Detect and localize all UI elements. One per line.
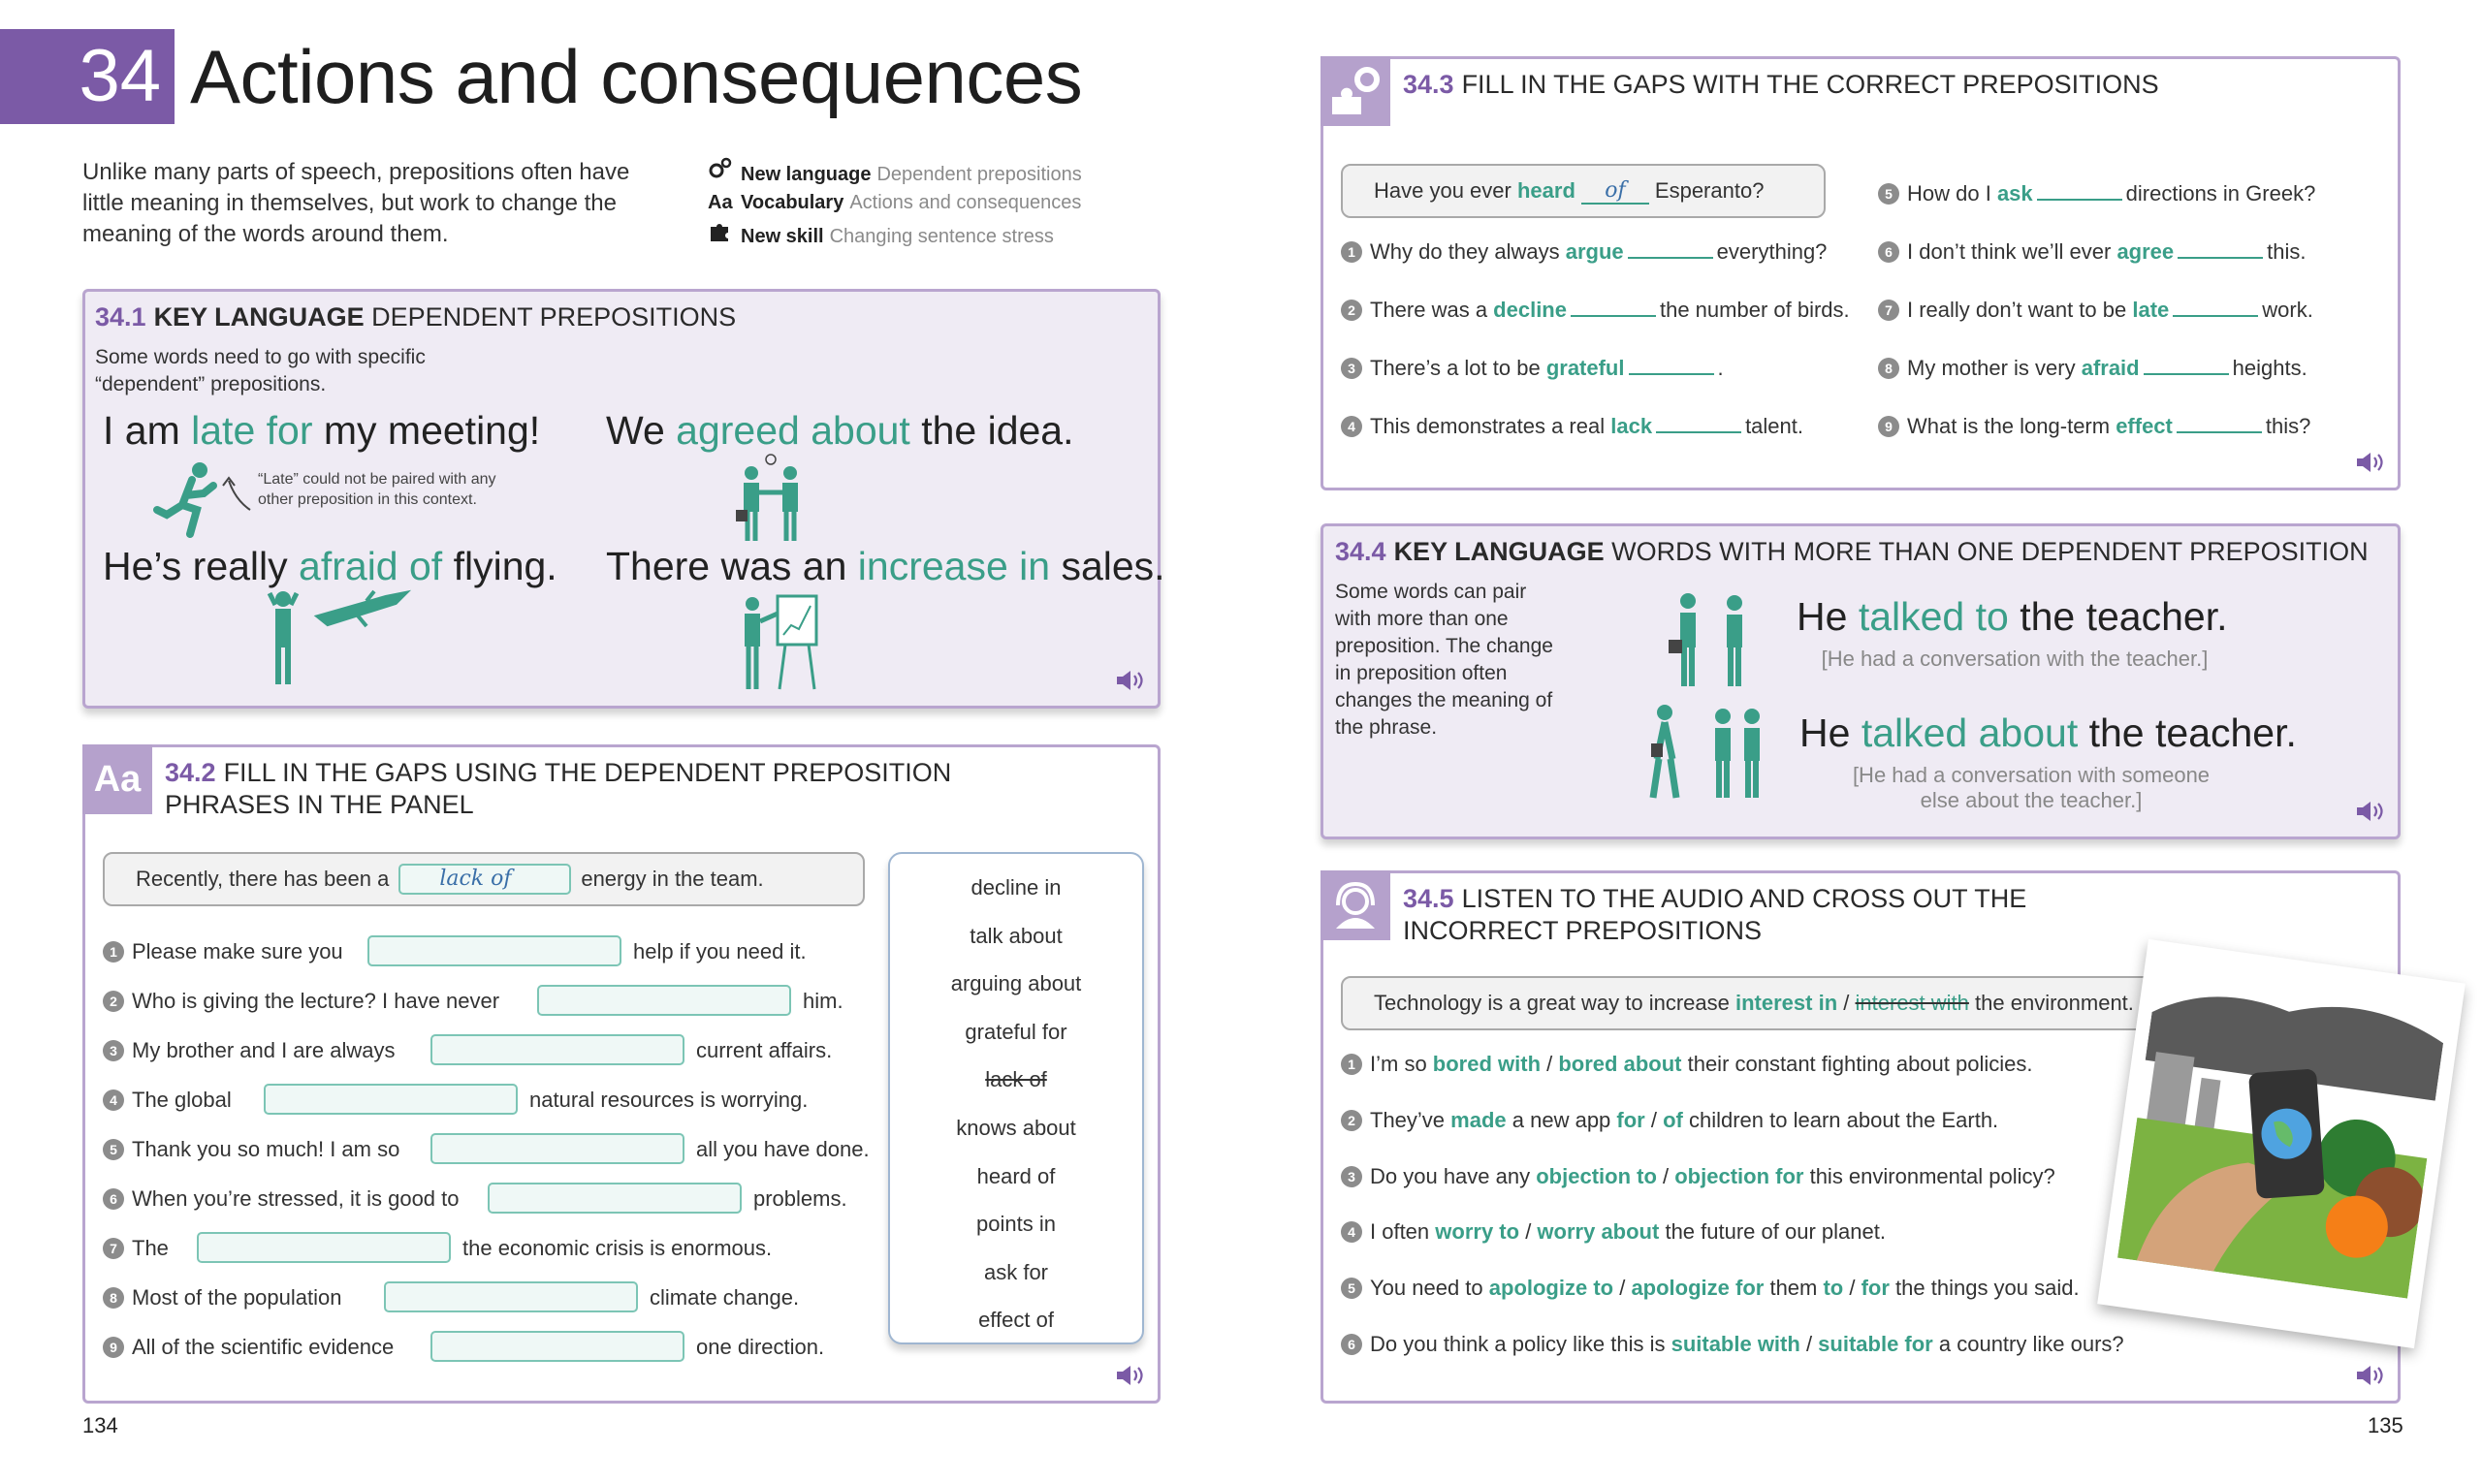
section-heading: 34.2 FILL IN THE GAPS USING THE DEPENDENT PREPOSITION PHRASES IN THE PANEL <box>165 758 952 819</box>
option-c[interactable]: to <box>1823 1276 1844 1300</box>
key-word: afraid <box>2081 356 2140 380</box>
section-34-2 <box>82 744 1161 1404</box>
section-intro: Some words need to go with specific “dependent” prepositions. <box>95 346 426 395</box>
running-man-icon <box>143 457 299 544</box>
question-text-end: problems. <box>753 1186 847 1211</box>
key-word: grateful <box>1545 356 1625 380</box>
key-word: made <box>1450 1108 1507 1132</box>
question-row: 2 They’ve made a new app for / of children to learn about the Earth. <box>1341 1108 1998 1133</box>
question-number: 2 <box>1341 300 1362 321</box>
section-heading: 34.5 LISTEN TO THE AUDIO AND CROSS OUT THE INCORRECT PREPOSITIONS <box>1403 884 2027 945</box>
question-text-end: him. <box>803 989 843 1013</box>
example-sentence-2: We agreed about the idea. <box>606 408 1074 453</box>
audio-speaker-icon[interactable] <box>1115 669 1144 692</box>
option-a[interactable]: objection to <box>1536 1164 1657 1188</box>
question-number: 6 <box>1341 1334 1362 1355</box>
audio-speaker-icon[interactable] <box>2355 1364 2384 1387</box>
key-word: effect <box>2116 414 2173 438</box>
question-number: 5 <box>1878 183 1899 205</box>
three-people-talking-icon <box>1643 701 1779 807</box>
example-sentence-1: He talked to the teacher. <box>1797 594 2228 639</box>
question-row: 4 I often worry to / worry about the future of our planet. <box>1341 1219 1886 1245</box>
answer-gap[interactable] <box>2173 315 2258 317</box>
example-answer: of <box>1581 178 1649 205</box>
question-row: 5 How do I ask directions in Greek? <box>1878 181 2315 206</box>
question-number: 9 <box>103 1337 124 1358</box>
answer-input[interactable] <box>430 1034 684 1065</box>
aa-icon: Aa <box>82 744 152 814</box>
question-row: 7 I really don’t want to be late work. <box>1878 298 2313 323</box>
option-a[interactable]: worry to <box>1435 1219 1520 1244</box>
answer-gap[interactable] <box>2178 257 2263 259</box>
question-row: 6 I don’t think we’ll ever agree this. <box>1878 239 2307 265</box>
answer-gap[interactable] <box>1571 315 1656 317</box>
annotation-note: “Late” could not be paired with any other preposition in this context. <box>258 471 496 508</box>
answer-gap[interactable] <box>1656 431 1741 433</box>
page-number-left: 134 <box>82 1413 118 1437</box>
question-text: Please make sure you <box>132 939 343 963</box>
question-row <box>103 1186 460 1212</box>
question-row <box>103 939 343 964</box>
question-number: 8 <box>1878 358 1899 379</box>
question-row <box>103 989 499 1014</box>
phrase-panel <box>888 852 1144 1344</box>
question-number: 4 <box>1341 416 1362 437</box>
question-text-end: the economic crisis is enormous. <box>462 1236 773 1260</box>
example-answer: lack of <box>398 864 571 895</box>
phrase-item: ask for <box>983 1259 1049 1284</box>
section-34-3 <box>1321 56 2401 490</box>
key-word: decline <box>1493 298 1567 322</box>
key-word: lack <box>1610 414 1653 438</box>
question-number: 2 <box>103 991 124 1012</box>
two-people-talking-icon <box>1663 589 1760 696</box>
audio-speaker-icon[interactable] <box>2355 451 2384 474</box>
option-b[interactable]: objection for <box>1674 1164 1804 1188</box>
question-text: The <box>132 1236 169 1260</box>
phrase-item: lack of <box>985 1067 1047 1092</box>
phrase-item: heard of <box>976 1163 1056 1188</box>
question-text-end: climate change. <box>650 1285 800 1310</box>
question-number: 3 <box>1341 1166 1362 1187</box>
answer-gap[interactable] <box>1629 373 1714 375</box>
answer-input[interactable] <box>537 985 791 1016</box>
question-number: 1 <box>1341 1054 1362 1075</box>
chapter-number: 34 <box>0 29 175 124</box>
key-word: late <box>2132 298 2170 322</box>
headphones-icon <box>1321 870 1390 940</box>
answer-input[interactable] <box>488 1183 742 1214</box>
option-b[interactable]: suitable for <box>1818 1332 1933 1356</box>
question-row: 1 Why do they always argue everything? <box>1341 239 1827 265</box>
answer-gap[interactable] <box>2144 373 2229 375</box>
question-row: 1 I’m so bored with / bored about their constant fighting about policies. <box>1341 1052 2032 1077</box>
question-number: 3 <box>103 1040 124 1061</box>
worked-example: Technology is a great way to increase interest in / interest with the environment. <box>1341 976 2380 1030</box>
phrase-item: knows about <box>956 1115 1076 1140</box>
audio-speaker-icon[interactable] <box>2355 800 2384 823</box>
question-text-end: one direction. <box>696 1335 825 1359</box>
worked-example: Have you ever heard of Esperanto? <box>1341 164 1826 218</box>
chapter-intro: Unlike many parts of speech, prepositions often have little meaning in themselves, but work to change the meaning of the words around them. <box>82 159 630 247</box>
phrase-item: grateful for <box>965 1019 1067 1044</box>
answer-input[interactable] <box>367 935 621 966</box>
key-word: agree <box>2116 239 2175 264</box>
example-sentence-1: I am late for my meeting! <box>103 408 541 453</box>
aa-icon: Aa <box>708 192 733 213</box>
question-text: The global <box>132 1088 232 1112</box>
phrase-item: points in <box>976 1212 1056 1237</box>
gloss-2: [He had a conversation with someone else about the teacher.] <box>1852 763 2211 812</box>
option-b[interactable]: of <box>1663 1108 1683 1132</box>
question-row <box>103 1285 341 1310</box>
legend-value: Dependent prepositions <box>876 164 1082 185</box>
question-row <box>103 1088 232 1113</box>
question-row: 6 Do you think a policy like this is suitable with / suitable for a country like ours? <box>1341 1332 2124 1357</box>
phrase-item: arguing about <box>950 971 1082 996</box>
question-text-end: natural resources is worrying. <box>529 1088 809 1112</box>
question-row: 8 My mother is very afraid heights. <box>1878 356 2307 381</box>
afraid-of-flying-icon <box>260 587 434 694</box>
question-number: 4 <box>1341 1221 1362 1243</box>
section-34-4 <box>1321 523 2401 839</box>
key-word: ask <box>1996 181 2033 205</box>
answer-gap[interactable] <box>2177 431 2262 433</box>
example-sentence-2: He talked about the teacher. <box>1799 710 2297 755</box>
gears-icon <box>708 157 741 189</box>
two-people-agreeing-icon <box>730 452 817 549</box>
question-number: 5 <box>1341 1278 1362 1299</box>
question-number: 3 <box>1341 358 1362 379</box>
presentation-chart-icon <box>735 592 832 699</box>
phrase-item: decline in <box>971 875 1062 900</box>
legend-new-language <box>708 157 1082 189</box>
gloss-1: [He had a conversation with the teacher.] <box>1821 647 2209 671</box>
question-text: My brother and I are always <box>132 1038 396 1062</box>
audio-speaker-icon[interactable] <box>1115 1364 1144 1387</box>
option-a[interactable]: bored with <box>1432 1052 1542 1076</box>
section-intro: Some words can pair with more than one preposition. The change in preposition often changes the meaning of the phrase. <box>1335 581 1553 739</box>
question-text: Most of the population <box>132 1285 342 1310</box>
phrase-item: effect of <box>978 1308 1054 1333</box>
question-text-end: all you have done. <box>696 1137 870 1161</box>
puzzle-icon <box>708 219 741 251</box>
answer-input[interactable] <box>430 1133 684 1164</box>
example-sentence-3: He’s really afraid of flying. <box>103 544 557 588</box>
legend-label: New language <box>741 164 872 185</box>
polaroid-photo <box>2097 939 2466 1348</box>
option-a[interactable]: for <box>1616 1108 1645 1132</box>
question-number: 7 <box>103 1238 124 1259</box>
answer-input[interactable] <box>264 1084 518 1115</box>
legend-vocabulary <box>708 188 1081 217</box>
option-a[interactable]: suitable with <box>1671 1332 1800 1356</box>
section-heading: 34.3 FILL IN THE GAPS WITH THE CORRECT PREPOSITIONS <box>1403 70 2159 99</box>
section-heading: 34.1 KEY LANGUAGE DEPENDENT PREPOSITIONS <box>95 302 737 332</box>
question-row: 2 There was a decline the number of birds. <box>1341 298 1850 323</box>
answer-gap[interactable] <box>2037 199 2122 201</box>
question-row: 9 What is the long-term effect this? <box>1878 414 2310 439</box>
question-row: 5 You need to apologize to / apologize for them to / for the things you said. <box>1341 1276 2080 1301</box>
question-row <box>103 1137 399 1162</box>
page-number-right: 135 <box>2368 1413 2403 1437</box>
question-number: 9 <box>1878 416 1899 437</box>
answer-input[interactable] <box>197 1232 451 1263</box>
answer-input[interactable] <box>430 1331 684 1362</box>
section-heading: 34.4 KEY LANGUAGE WORDS WITH MORE THAN ONE DEPENDENT PREPOSITION <box>1335 537 2369 566</box>
question-number: 4 <box>103 1089 124 1111</box>
page-title: Actions and consequences <box>190 34 1083 119</box>
question-row <box>103 1038 395 1063</box>
gears-icon <box>1321 56 1390 126</box>
option-a[interactable]: apologize to <box>1488 1276 1614 1300</box>
example-sentence-4: There was an increase in sales. <box>606 544 1165 588</box>
question-text: Who is giving the lecture? I have never <box>132 989 500 1013</box>
crossed-out-option: interest with <box>1855 991 1969 1015</box>
question-number: 1 <box>1341 241 1362 263</box>
question-text-end: help if you need it. <box>633 939 807 963</box>
question-row: 3 There’s a lot to be grateful . <box>1341 356 1724 381</box>
phone-nature-illustration <box>2117 955 2450 1299</box>
question-number: 8 <box>103 1287 124 1309</box>
legend-label: New skill <box>741 226 824 247</box>
question-row <box>103 1335 394 1360</box>
option-d[interactable]: for <box>1861 1276 1890 1300</box>
question-number: 2 <box>1341 1110 1362 1131</box>
answer-gap[interactable] <box>1628 257 1713 259</box>
option-b[interactable]: apologize for <box>1631 1276 1765 1300</box>
legend-value: Actions and consequences <box>849 192 1082 213</box>
legend-label: Vocabulary <box>741 192 844 213</box>
question-number: 6 <box>103 1188 124 1210</box>
option-b[interactable]: worry about <box>1537 1219 1660 1244</box>
legend-value: Changing sentence stress <box>829 226 1054 247</box>
question-text-end: current affairs. <box>696 1038 833 1062</box>
answer-input[interactable] <box>384 1281 638 1312</box>
question-number: 5 <box>103 1139 124 1160</box>
section-34-1 <box>82 289 1165 709</box>
question-number: 6 <box>1878 241 1899 263</box>
question-text: When you’re stressed, it is good to <box>132 1186 460 1211</box>
worked-example: Recently, there has been a lack of energy in the team. <box>103 852 865 906</box>
question-number: 7 <box>1878 300 1899 321</box>
phrase-item: talk about <box>970 923 1063 948</box>
question-text: Thank you so much! I am so <box>132 1137 400 1161</box>
option-b[interactable]: bored about <box>1558 1052 1682 1076</box>
key-word: argue <box>1565 239 1624 264</box>
legend-new-skill <box>708 219 1054 251</box>
question-number: 1 <box>103 941 124 963</box>
question-row: 3 Do you have any objection to / objection for this environmental policy? <box>1341 1164 2055 1189</box>
question-row <box>103 1236 169 1261</box>
question-text: All of the scientific evidence <box>132 1335 395 1359</box>
question-row: 4 This demonstrates a real lack talent. <box>1341 414 1803 439</box>
